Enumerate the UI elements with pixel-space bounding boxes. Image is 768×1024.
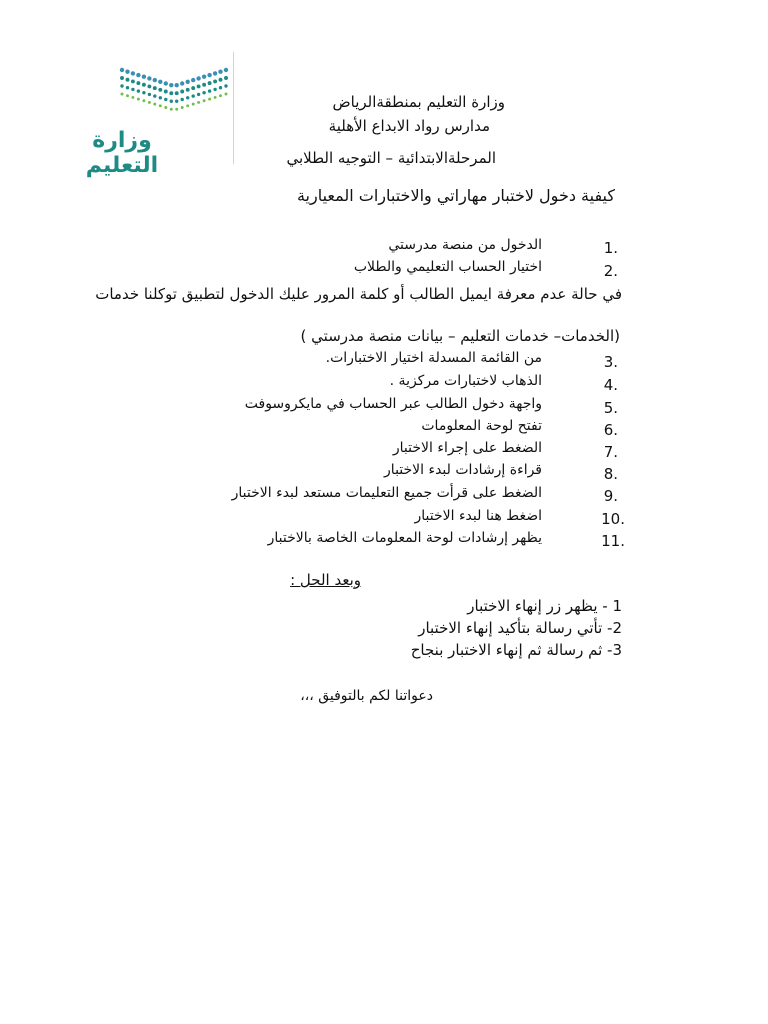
logo-dot xyxy=(164,98,167,101)
step-number: 7. xyxy=(603,443,618,461)
logo-dot xyxy=(224,76,228,80)
note-paragraph: في حالة عدم معرفة ايميل الطالب أو كلمة المرور عليك الدخول لتطبيق توكلنا خدمات xyxy=(95,285,622,303)
logo-dot xyxy=(186,88,190,92)
logo-dot xyxy=(213,79,217,83)
logo-dot xyxy=(192,94,195,97)
logo-dot xyxy=(196,76,200,80)
logo-dot xyxy=(181,106,184,109)
logo-dot xyxy=(170,100,173,103)
header-line-3: المرحلةالابتدائية – التوجيه الطلابي xyxy=(286,149,496,167)
logo-dot xyxy=(158,80,162,84)
logo-dot xyxy=(170,108,173,111)
logo-dot xyxy=(186,104,189,107)
step-text: تفتح لوحة المعلومات xyxy=(421,418,542,434)
step-text: يظهر إرشادات لوحة المعلومات الخاصة بالاختبار xyxy=(267,530,542,546)
logo-dot xyxy=(120,68,124,72)
step-text: الذهاب لاختبارات مركزية . xyxy=(389,373,542,389)
logo-dot xyxy=(131,79,135,83)
logo-dot xyxy=(219,78,223,82)
logo-dot xyxy=(153,78,157,82)
logo-wordmark: وزارة التعليم xyxy=(85,128,159,178)
logo-dot xyxy=(191,86,195,90)
logo-dot xyxy=(218,70,222,74)
logo-dot xyxy=(153,103,156,106)
logo-dot xyxy=(202,91,205,94)
logo-dot xyxy=(142,99,145,102)
logo-dot xyxy=(180,90,184,94)
step-text: اختيار الحساب التعليمي والطلاب xyxy=(353,259,542,275)
logo-dot xyxy=(153,86,157,90)
logo-dot xyxy=(148,93,151,96)
step-number: 6. xyxy=(603,421,618,439)
step-number: 8. xyxy=(603,465,618,483)
step-text: الدخول من منصة مدرستي xyxy=(388,237,542,253)
step-text: الضغط على إجراء الاختبار xyxy=(392,440,542,456)
logo-dot xyxy=(208,81,212,85)
logo-dot xyxy=(225,93,228,96)
logo-dot xyxy=(224,84,227,87)
step-number: 3. xyxy=(603,353,618,371)
logo-dot xyxy=(136,81,140,85)
step-text: اضغط هنا لبدء الاختبار xyxy=(414,508,542,524)
logo-dot xyxy=(208,89,211,92)
after-step: 2- تأتي رسالة بتأكيد إنهاء الاختبار xyxy=(418,619,622,637)
logo-dot xyxy=(181,98,184,101)
logo-dot xyxy=(214,96,217,99)
logo-dot xyxy=(125,70,129,74)
step-number: 9. xyxy=(603,487,618,505)
logo-dot xyxy=(131,96,134,99)
logo-dot xyxy=(159,96,162,99)
logo-dot xyxy=(159,104,162,107)
header-line-2: مدارس رواد الابداع الأهلية xyxy=(328,117,490,135)
logo-dot xyxy=(180,81,184,85)
logo-dot xyxy=(203,99,206,102)
logo-dot xyxy=(164,81,168,85)
logo-dot xyxy=(126,94,129,97)
logo-dot xyxy=(192,103,195,106)
logo-dot xyxy=(147,76,151,80)
after-step: 3- ثم رسالة ثم إنهاء الاختبار بنجاح xyxy=(410,641,622,659)
after-step: 1 - يظهر زر إنهاء الاختبار xyxy=(467,597,622,615)
logo-dot xyxy=(120,84,123,87)
step-text: من القائمة المسدلة اختيار الاختبارات. xyxy=(325,350,542,366)
step-number: 4. xyxy=(603,376,618,394)
logo-dot xyxy=(213,71,217,75)
logo-dot xyxy=(120,76,124,80)
logo-dot xyxy=(175,108,178,111)
logo-dot xyxy=(131,71,135,75)
logo-dot xyxy=(224,68,228,72)
logo-dot xyxy=(147,84,151,88)
logo-dot xyxy=(197,84,201,88)
logo-dot xyxy=(142,75,146,79)
header-line-1: وزارة التعليم بمنطقةالرياض xyxy=(332,93,505,111)
logo-dot xyxy=(164,106,167,109)
logo-dot xyxy=(169,83,173,87)
note-services-path: (الخدمات– خدمات التعليم – بيانات منصة مدرستي ) xyxy=(300,327,620,345)
step-number: 11. xyxy=(601,532,625,550)
logo-dot xyxy=(137,98,140,101)
logo-dot xyxy=(186,80,190,84)
step-number: 1. xyxy=(603,239,618,257)
logo-dot xyxy=(137,89,140,92)
step-text: واجهة دخول الطالب عبر الحساب في مايكروسوفت xyxy=(244,396,542,412)
logo-dot xyxy=(126,78,130,82)
logo-dot xyxy=(148,101,151,104)
logo-dot xyxy=(197,93,200,96)
step-number: 5. xyxy=(603,399,618,417)
document-title: كيفية دخول لاختبار مهاراتي والاختبارات المعيارية xyxy=(296,186,615,205)
step-number: 10. xyxy=(601,510,625,528)
logo-dot xyxy=(191,78,195,82)
logo-dot xyxy=(202,75,206,79)
logo-dot xyxy=(208,98,211,101)
after-heading: وبعد الحل : xyxy=(290,571,361,589)
logo-dot xyxy=(213,88,216,91)
logo-dot xyxy=(142,83,146,87)
logo-dot xyxy=(175,100,178,103)
logo-dot xyxy=(219,86,222,89)
logo-dot xyxy=(153,94,156,97)
logo-dot xyxy=(197,101,200,104)
logo-dot xyxy=(158,88,162,92)
logo-dot xyxy=(136,73,140,77)
logo-dot xyxy=(202,83,206,87)
logo-dot xyxy=(169,91,173,95)
logo-dot xyxy=(207,73,211,77)
logo-dot xyxy=(126,86,129,89)
logo-dot xyxy=(131,88,134,91)
logo-dot xyxy=(164,90,168,94)
step-number: 2. xyxy=(603,262,618,280)
logo-dot xyxy=(142,91,145,94)
step-text: قراءة إرشادات لبدء الاختبار xyxy=(384,462,542,478)
step-text: الضغط على قرأت جميع التعليمات مستعد لبدء الاختبار xyxy=(231,485,542,501)
logo-dot xyxy=(175,91,179,95)
logo-dot xyxy=(186,96,189,99)
logo-divider xyxy=(233,52,234,164)
logo-dot xyxy=(219,94,222,97)
logo-dot xyxy=(175,83,179,87)
closing-line: دعواتنا لكم بالتوفيق ،،، xyxy=(300,688,433,704)
logo-dot xyxy=(121,93,124,96)
